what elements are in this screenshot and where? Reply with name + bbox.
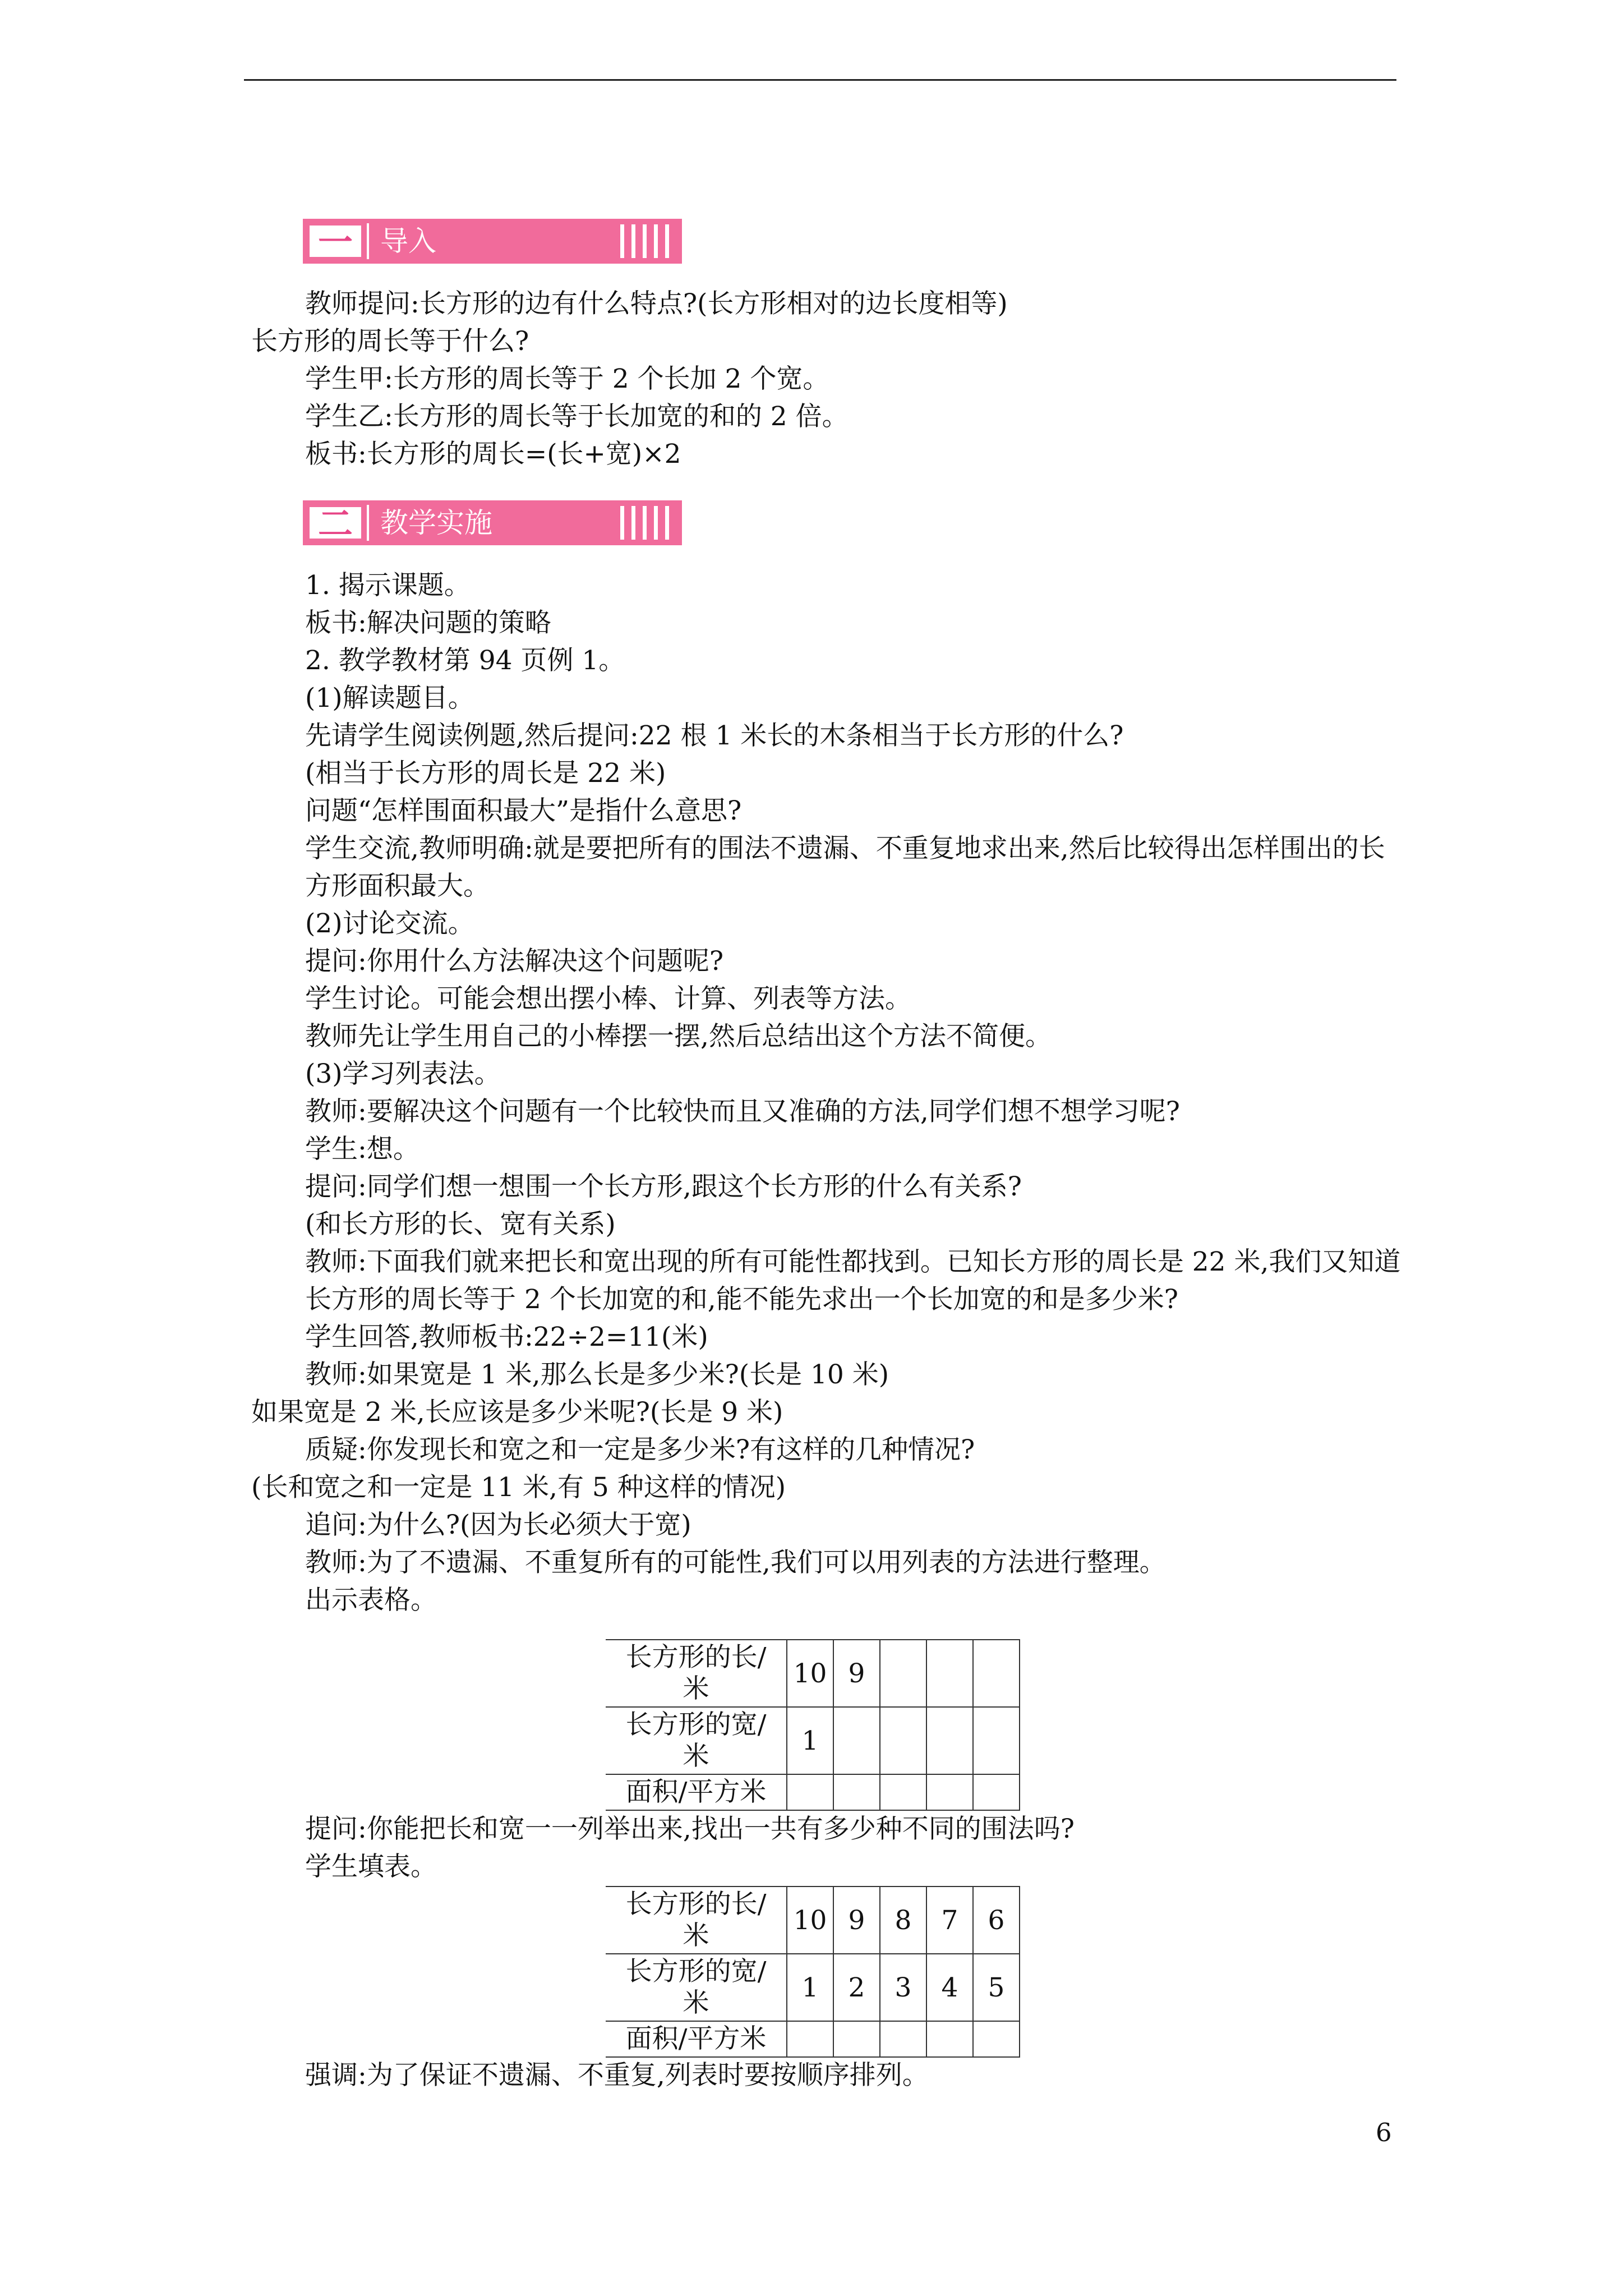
table-cell: 8 (880, 1887, 926, 1954)
table-cell: 2 (833, 1954, 880, 2021)
table-row-length (606, 1887, 1020, 1954)
paragraph: 学生乙:长方形的周长等于长加宽的和的 2 倍。 (305, 401, 849, 432)
table-cell: 6 (973, 1887, 1020, 1954)
paragraph: (2)讨论交流。 (305, 908, 474, 939)
paragraph: 学生交流,教师明确:就是要把所有的围法不遗漏、不重复地求出来,然后比较得出怎样围出的长方形面积最大。 (305, 833, 1385, 901)
paragraph: 教师:下面我们就来把长和宽出现的所有可能性都找到。已知长方形的周长是 22 米,我们又知道长方形的周长等于 2 个长加宽的和,能不能先求出一个长加宽的和是多少米? (305, 1246, 1401, 1315)
paragraph: 提问:你用什么方法解决这个问题呢? (305, 946, 724, 977)
section-number: 一 (317, 222, 353, 263)
row-label-length: 长方形的长/ 米 (606, 1887, 787, 1954)
table-cell (926, 2021, 973, 2057)
table-cell (833, 1774, 880, 1810)
section-banner-intro (303, 219, 682, 264)
banner-stripes (620, 224, 673, 258)
table-row-width (606, 1707, 1020, 1774)
table-cell: 9 (833, 1640, 880, 1707)
table-cell: 10 (787, 1887, 833, 1954)
table-cell (973, 1640, 1020, 1707)
paragraph: 教师提问:长方形的边有什么特点?(长方形相对的边长度相等) (305, 288, 1008, 319)
table-cell (880, 2021, 926, 2057)
intro-text (251, 285, 1401, 473)
paragraph: 教师:如果宽是 1 米,那么长是多少米?(长是 10 米) (305, 1359, 889, 1390)
row-label-length: 长方形的长/ 米 (606, 1640, 787, 1707)
paragraph: 板书:解决问题的策略 (305, 608, 551, 638)
paragraph: 板书:长方形的周长=(长+宽)×2 (305, 439, 681, 470)
paragraph: 如果宽是 2 米,长应该是多少米呢?(长是 9 米) (251, 1397, 783, 1428)
main-text (251, 567, 1401, 1619)
paragraph: 问题“怎样围面积最大”是指什么意思? (305, 795, 742, 826)
table-cell (833, 2021, 880, 2057)
table-cell (880, 1707, 926, 1774)
paragraph: 学生甲:长方形的周长等于 2 个长加 2 个宽。 (305, 364, 829, 394)
paragraph: 质疑:你发现长和宽之和一定是多少米?有这样的几种情况? (305, 1434, 975, 1465)
table-cell (787, 1774, 833, 1810)
banner-divider (367, 223, 369, 259)
table-cell (973, 2021, 1020, 2057)
length-width-table-filled (606, 1886, 1020, 2058)
table-cell: 1 (787, 1707, 833, 1774)
table-cell: 10 (787, 1640, 833, 1707)
table-cell: 1 (787, 1954, 833, 2021)
table-cell (973, 1774, 1020, 1810)
paragraph: 学生回答,教师板书:22÷2=11(米) (305, 1322, 708, 1352)
between-text (251, 1810, 1401, 1885)
table-cell (880, 1640, 926, 1707)
paragraph: 出示表格。 (305, 1585, 437, 1616)
paragraph: (和长方形的长、宽有关系) (305, 1209, 616, 1240)
table-cell (926, 1707, 973, 1774)
section-title: 导入 (380, 225, 436, 257)
table-row-area (606, 2021, 1020, 2057)
paragraph: (相当于长方形的周长是 22 米) (305, 758, 666, 789)
paragraph: 教师:为了不遗漏、不重复所有的可能性,我们可以用列表的方法进行整理。 (305, 1547, 1166, 1578)
row-label-width: 长方形的宽/ 米 (606, 1707, 787, 1774)
section-title: 教学实施 (380, 507, 492, 539)
table-row-area (606, 1774, 1020, 1810)
table-cell: 5 (973, 1954, 1020, 2021)
row-label-width: 长方形的宽/ 米 (606, 1954, 787, 2021)
paragraph: 长方形的周长等于什么? (251, 326, 529, 357)
table-cell (880, 1774, 926, 1810)
section-number: 二 (317, 503, 353, 544)
table-row-width (606, 1954, 1020, 2021)
paragraph: 教师:要解决这个问题有一个比较快而且又准确的方法,同学们想不想学习呢? (305, 1096, 1180, 1127)
paragraph: 先请学生阅读例题,然后提问:22 根 1 米长的木条相当于长方形的什么? (305, 720, 1124, 751)
table-cell (787, 2021, 833, 2057)
paragraph: 学生:想。 (305, 1134, 419, 1165)
paragraph: 强调:为了保证不遗漏、不重复,列表时要按顺序排列。 (305, 2060, 929, 2091)
banner-divider (367, 505, 369, 541)
page-number: 6 (1376, 2118, 1392, 2147)
closing-text (251, 2056, 1401, 2094)
section-number-box (310, 503, 361, 544)
paragraph: 1. 揭示课题。 (305, 570, 471, 601)
table-cell (833, 1707, 880, 1774)
paragraph: 学生填表。 (305, 1851, 437, 1882)
paragraph: (1)解读题目。 (305, 683, 474, 714)
paragraph: (长和宽之和一定是 11 米,有 5 种这样的情况) (251, 1472, 786, 1503)
table-cell (926, 1640, 973, 1707)
paragraph: 提问:你能把长和宽一一列举出来,找出一共有多少种不同的围法吗? (305, 1814, 1075, 1844)
section-number-box (310, 222, 361, 263)
paragraph: (3)学习列表法。 (305, 1059, 501, 1089)
length-width-table-blank (606, 1639, 1020, 1811)
section-banner-teaching (303, 500, 682, 545)
table-cell: 3 (880, 1954, 926, 2021)
header-rule (244, 79, 1396, 81)
row-label-area: 面积/平方米 (606, 2021, 787, 2057)
paragraph: 追问:为什么?(因为长必须大于宽) (305, 1510, 691, 1540)
paragraph: 2. 教学教材第 94 页例 1。 (305, 645, 625, 676)
paragraph: 教师先让学生用自己的小棒摆一摆,然后总结出这个方法不简便。 (305, 1021, 1052, 1052)
table-cell: 4 (926, 1954, 973, 2021)
table-cell: 9 (833, 1887, 880, 1954)
row-label-area: 面积/平方米 (606, 1774, 787, 1810)
table-cell (926, 1774, 973, 1810)
paragraph: 学生讨论。可能会想出摆小棒、计算、列表等方法。 (305, 983, 911, 1014)
banner-stripes (620, 506, 673, 540)
table-cell (973, 1707, 1020, 1774)
table-cell: 7 (926, 1887, 973, 1954)
paragraph: 提问:同学们想一想围一个长方形,跟这个长方形的什么有关系? (305, 1171, 1022, 1202)
table-row-length (606, 1640, 1020, 1707)
